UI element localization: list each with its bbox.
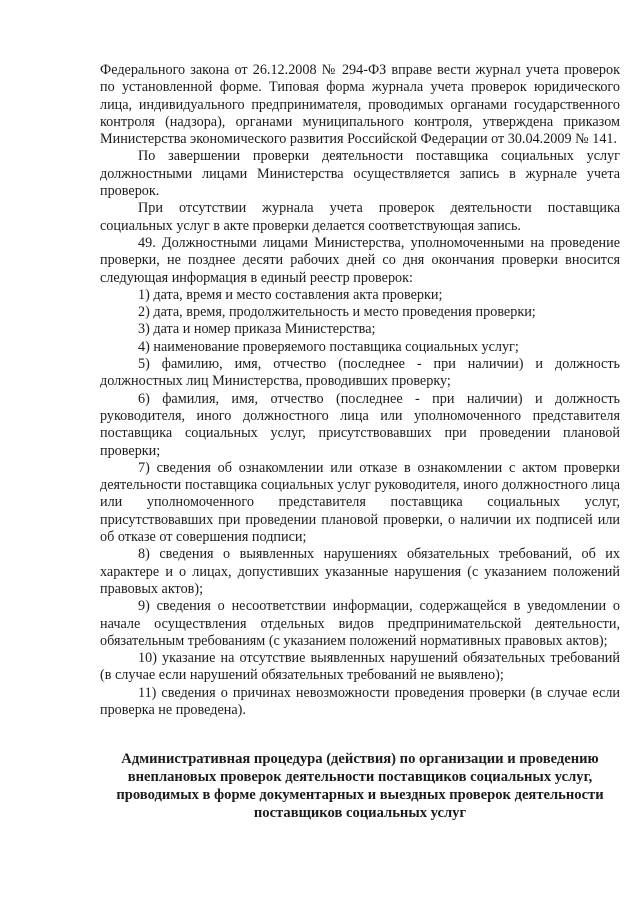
paragraph-no-journal: При отсутствии журнала учета проверок деятельности поставщика социальных услуг в акте проверки делается соответствующая запись. [100, 200, 620, 234]
list-item: 6) фамилия, имя, отчество (последнее - при наличии) и должность руководителя, иного должностного лица или уполномоченного представителя поставщика социальных услуг, присутствовавших при проведении плановой проверки; [100, 390, 620, 459]
list-item: 4) наименование проверяемого поставщика социальных услуг; [138, 338, 519, 355]
paragraph-clause-49: 49. Должностными лицами Министерства, уполномоченными на проведение проверки, не позднее десяти рабочих дней со дня окончания проверки вносится следующая информация в единый реестр проверок: [100, 234, 620, 286]
list-item: 7) сведения об ознакомлении или отказе в ознакомлении с актом проверки деятельности поставщика социальных услуг руководителя, иного должностного лица или уполномоченного представителя поставщика социальных услуг, присутствовавших при проведении плановой проверки, о наличии их подписей или об отказе от совершения подписи; [100, 459, 620, 546]
list-item: 11) сведения о причинах невозможности проведения проверки (в случае если проверка не проведена). [100, 684, 620, 718]
list-item: 2) дата, время, продолжительность и место проведения проверки; [138, 304, 536, 321]
list-item: 5) фамилию, имя, отчество (последнее - при наличии) и должность должностных лиц Министерства, проводивших проверку; [100, 356, 620, 390]
document-page [100, 62, 620, 822]
section-heading: Административная процедура (действия) по организации и проведению внеплановых проверок деятельности поставщиков социальных услуг, проводимых в форме документарных и выездных проверок деятельности поставщиков социальных услуг [116, 751, 604, 821]
paragraph-journal-entry: По завершении проверки деятельности поставщика социальных услуг должностными лицами Министерства осуществляется запись в журнале учета проверок. [100, 148, 620, 200]
list-item: 3) дата и номер приказа Министерства; [138, 321, 376, 338]
list-item: 8) сведения о выявленных нарушениях обязательных требований, об их характере и о лицах, допустивших указанные нарушения (с указанием положений правовых актов); [100, 546, 620, 597]
list-item: 10) указание на отсутствие выявленных нарушений обязательных требований (в случае если нарушений обязательных требований не выявлено); [100, 650, 620, 684]
list-item: 1) дата, время и место составления акта проверки; [138, 286, 443, 303]
list-item: 9) сведения о несоответствии информации, содержащейся в уведомлении о начале осуществления отдельных видов предпринимательской деятельности, обязательным требованиям (с указанием положений нормативных правовых актов); [100, 598, 620, 649]
registry-info-list [100, 287, 620, 719]
paragraph-journal-form: Федерального закона от 26.12.2008 № 294-ФЗ вправе вести журнал учета проверок по установленной форме. Типовая форма журнала учета проверок юридического лица, индивидуального предпринимателя, проводимых органами государственного контроля (надзора), органами муниципального контроля, утверждена приказом Министерства экономического развития Российской Федерации от 30.04.2009 № 141. [100, 62, 620, 148]
